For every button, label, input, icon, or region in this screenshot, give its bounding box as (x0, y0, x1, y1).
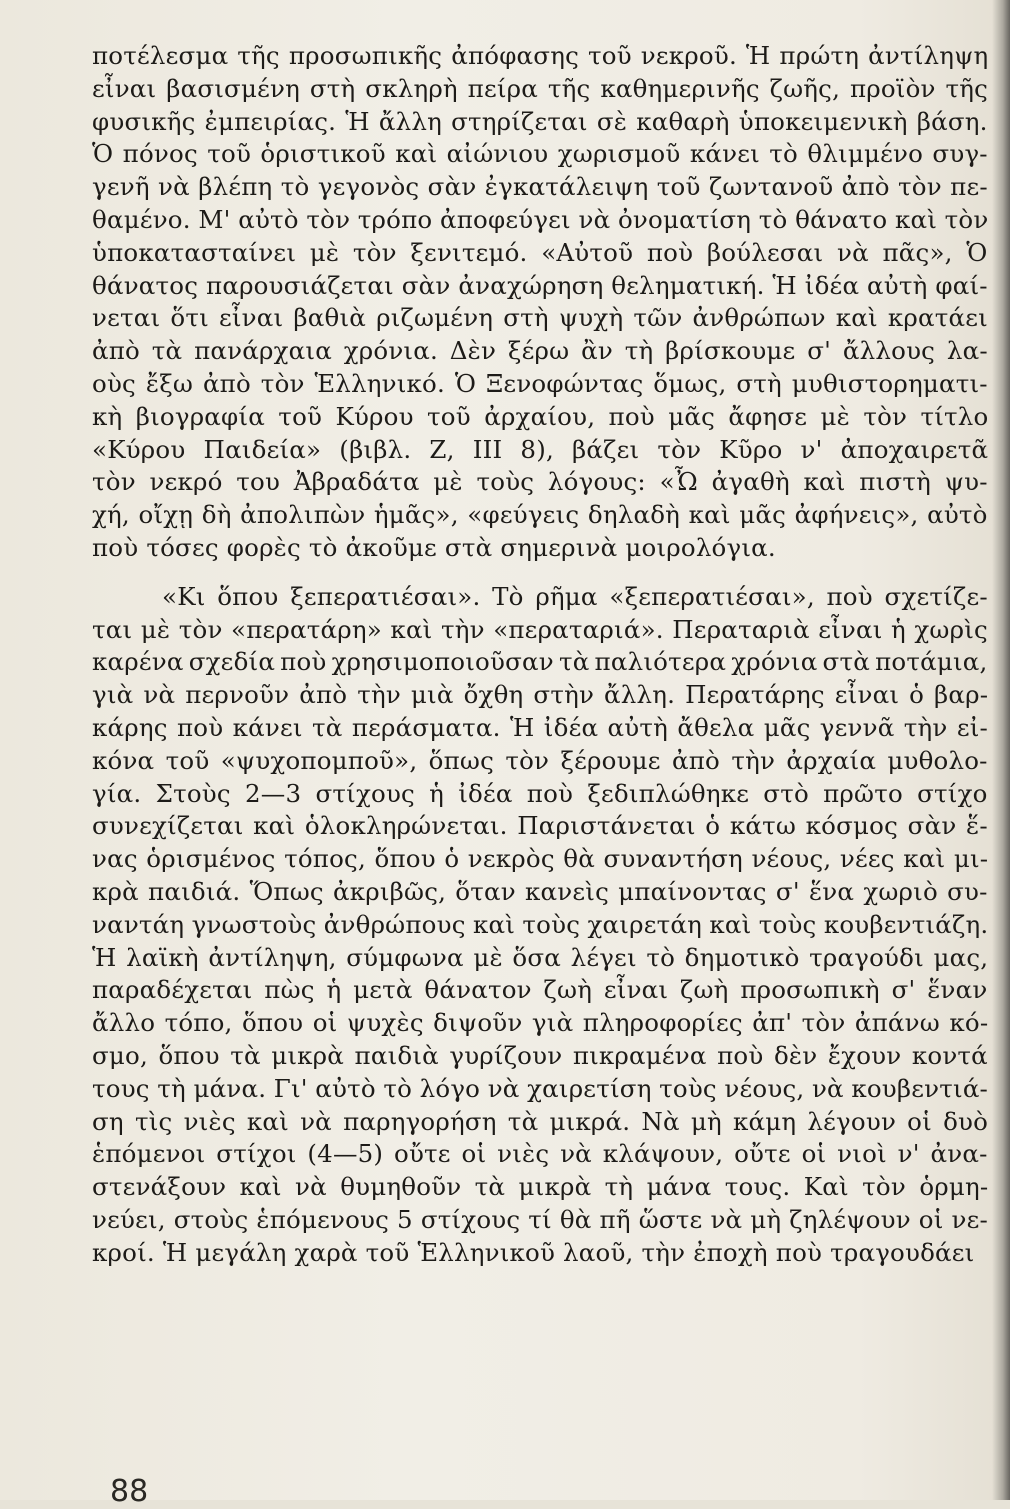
text-line: γενῆ νὰ βλέπη τὸ γεγονὸς σὰν ἐγκατάλειψη τοῦ ζωντανοῦ ἀπὸ τὸν πε- (92, 172, 988, 202)
text-line: συνεχίζεται καὶ ὁλοκληρώνεται. Παριστάνεται ὁ κάτω κόσμος σὰν ἕ- (92, 811, 988, 841)
text-line: κρὰ παιδιά. Ὅπως ἀκριβῶς, ὅταν κανεὶς μπαίνοντας σ' ἕνα χωριὸ συ- (92, 876, 988, 906)
paragraph-2 (92, 581, 988, 1270)
text-line: ποὺ τόσες φορὲς τὸ ἀκοῦμε στὰ σημερινὰ μοιρολόγια. (92, 532, 776, 562)
text-line: χή, οἴχῃ δὴ ἀπολιπὼν ἡμᾶς», «φεύγεις δηλαδὴ καὶ μᾶς ἀφήνεις», αὐτὸ (92, 500, 988, 530)
text-line: ση τὶς νιὲς καὶ νὰ παρηγορήση τὰ μικρά. Νὰ μὴ κάμη λέγουν οἱ δυὸ (92, 1106, 988, 1136)
text-line: τους τὴ μάνα. Γι' αὐτὸ τὸ λόγο νὰ χαιρετίση τοὺς νέους, νὰ κουβεντιά- (92, 1073, 988, 1103)
text-line: στενάξουν καὶ νὰ θυμηθοῦν τὰ μικρὰ τὴ μάνα τους. Καὶ τὸν ὁρμη- (92, 1172, 988, 1202)
text-line: κὴ βιογραφία τοῦ Κύρου τοῦ ἀρχαίου, ποὺ μᾶς ἄφησε μὲ τὸν τίτλο (92, 401, 988, 431)
text-line: ἄλλο τόπο, ὅπου οἱ ψυχὲς διψοῦν γιὰ πληροφορίες ἀπ' τὸν ἀπάνω κό- (92, 1008, 988, 1038)
text-line: «Κύρου Παιδεία» (βιβλ. Ζ, ΙΙΙ 8), βάζει τὸν Κῦρο ν' ἀποχαιρετᾶ (92, 434, 988, 464)
text-line: κροί. Ἡ μεγάλη χαρὰ τοῦ Ἑλληνικοῦ λαοῦ, τὴν ἐποχὴ ποὺ τραγουδάει (92, 1237, 975, 1267)
text-line: «Κι ὅπου ξεπερατιέσαι». Τὸ ρῆμα «ξεπερατιέσαι», ποὺ σχετίζε- (162, 581, 988, 611)
text-line: γία. Στοὺς 2—3 στίχους ἡ ἰδέα ποὺ ξεδιπλώθηκε στὸ πρῶτο στίχο (92, 778, 988, 808)
text-line: ὑποκατασταίνει μὲ τὸν ξενιτεμό. «Αὐτοῦ ποὺ βούλεσαι νὰ πᾶς», Ὁ (92, 237, 988, 267)
text-line: γιὰ νὰ περνοῦν ἀπὸ τὴν μιὰ ὄχθη στὴν ἄλλη. Περατάρης εἶναι ὁ βαρ- (92, 680, 988, 710)
text-line: σμο, ὅπου τὰ μικρὰ παιδιὰ γυρίζουν πικραμένα ποὺ δὲν ἔχουν κοντά (92, 1040, 988, 1070)
text-line: ται μὲ τὸν «περατάρη» καὶ τὴν «περαταριά». Περαταριὰ εἶναι ἡ χωρὶς (92, 614, 988, 644)
text-line: ποτέλεσμα τῆς προσωπικῆς ἀπόφασης τοῦ νεκροῦ. Ἡ πρώτη ἀντίληψη (92, 41, 988, 70)
text-line: Ἡ λαϊκὴ ἀντίληψη, σύμφωνα μὲ ὅσα λέγει τὸ δημοτικὸ τραγούδι μας, (92, 942, 988, 972)
text-line: φυσικῆς ἐμπειρίας. Ἡ ἄλλη στηρίζεται σὲ καθαρὴ ὑποκειμενικὴ βάση. (92, 106, 988, 136)
text-line: νεύει, στοὺς ἑπόμενους 5 στίχους τί θὰ πῆ ὥστε νὰ μὴ ζηλέψουν οἱ νε- (92, 1204, 988, 1234)
paragraph-gap (92, 565, 988, 581)
text-line: κόνα τοῦ «ψυχοπομποῦ», ὅπως τὸν ξέρουμε ἀπὸ τὴν ἀρχαία μυθολο- (92, 745, 988, 775)
text-line: οὺς ἔξω ἀπὸ τὸν Ἑλληνικό. Ὁ Ξενοφώντας ὅμως, στὴ μυθιστορηματι- (92, 368, 988, 398)
text-line: εἶναι βασισμένη στὴ σκληρὴ πείρα τῆς καθημερινῆς ζωῆς, προϊὸν τῆς (92, 73, 988, 103)
text-line: τὸν νεκρό του Ἀβραδάτα μὲ τοὺς λόγους: «Ὦ ἀγαθὴ καὶ πιστὴ ψυ- (92, 467, 988, 497)
body-text (92, 40, 988, 1269)
page-number: 88 (110, 1474, 149, 1509)
text-line: ἀπὸ τὰ πανάρχαια χρόνια. Δὲν ξέρω ἂν τὴ βρίσκουμε σ' ἄλλους λα- (92, 336, 988, 366)
text-line: κάρης ποὺ κάνει τὰ περάσματα. Ἡ ἰδέα αὐτὴ ἄθελα μᾶς γεννᾶ τὴν εἰ- (92, 712, 988, 742)
text-line: ἑπόμενοι στίχοι (4—5) οὔτε οἱ νιὲς νὰ κλάψουν, οὔτε οἱ νιοὶ ν' ἀνα- (92, 1139, 988, 1169)
text-line: θάνατος παρουσιάζεται σὰν ἀναχώρηση θεληματική. Ἡ ἰδέα αὐτὴ φαί- (92, 270, 988, 300)
binding-shadow (992, 0, 1010, 1500)
text-line: Ὁ πόνος τοῦ ὁριστικοῦ καὶ αἰώνιου χωρισμοῦ κάνει τὸ θλιμμένο συγ- (92, 139, 988, 169)
text-line: καρένα σχεδία ποὺ χρησιμοποιοῦσαν τὰ παλιότερα χρόνια στὰ ποτάμια, (92, 647, 988, 677)
text-line: νεται ὅτι εἶναι βαθιὰ ριζωμένη στὴ ψυχὴ τῶν ἀνθρώπων καὶ κρατάει (92, 303, 988, 333)
text-line: ναντάη γνωστοὺς ἀνθρώπους καὶ τοὺς χαιρετάη καὶ τοὺς κουβεντιάζη. (92, 909, 988, 939)
text-line: θαμένο. Μ' αὐτὸ τὸν τρόπο ἀποφεύγει νὰ ὀνοματίση τὸ θάνατο καὶ τὸν (92, 204, 988, 234)
paragraph-1 (92, 40, 988, 565)
text-line: παραδέχεται πὼς ἡ μετὰ θάνατον ζωὴ εἶναι ζωὴ προσωπικὴ σ' ἕναν (92, 975, 988, 1005)
text-line: νας ὁρισμένος τόπος, ὅπου ὁ νεκρὸς θὰ συναντήση νέους, νέες καὶ μι- (92, 844, 988, 874)
